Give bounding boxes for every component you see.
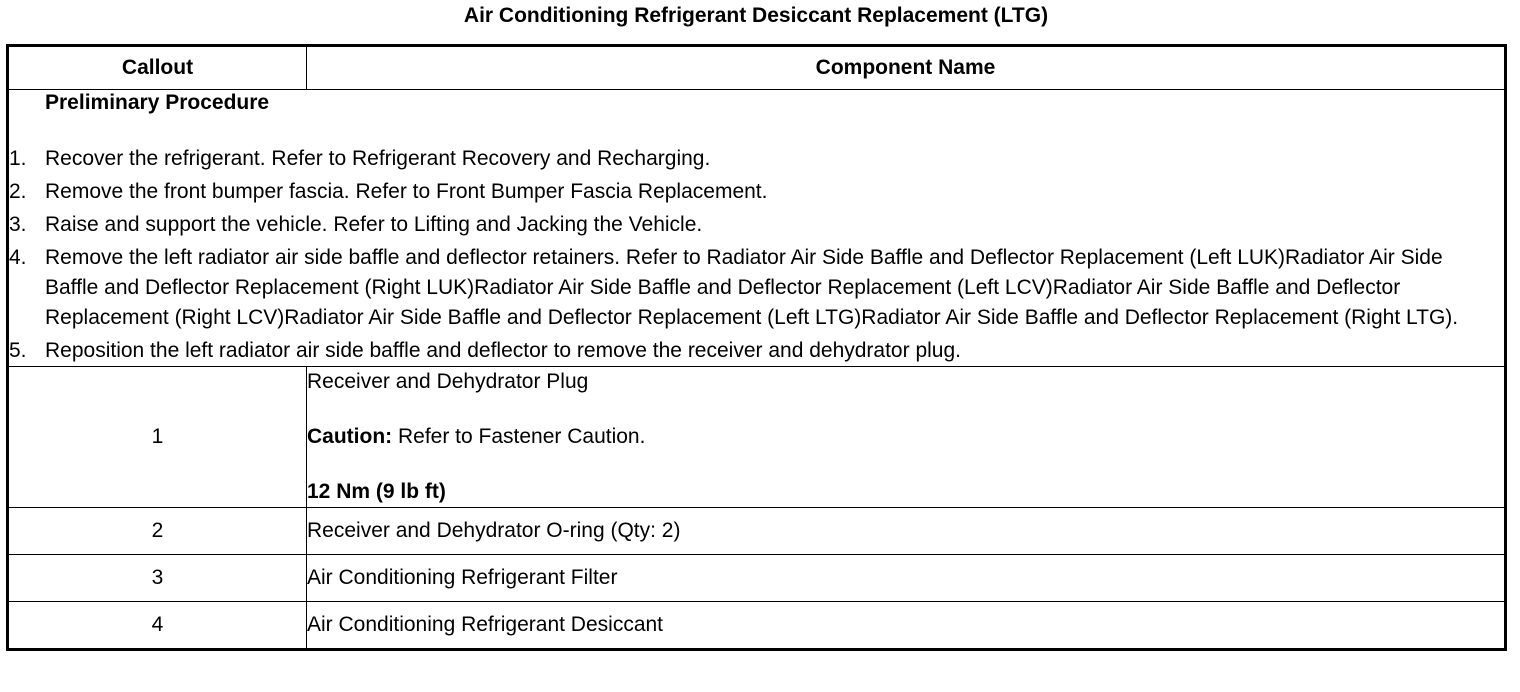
callout-cell: 4 bbox=[8, 602, 307, 650]
table-row bbox=[8, 508, 1506, 555]
callout-cell: 2 bbox=[8, 508, 307, 555]
component-name-cell: Air Conditioning Refrigerant Filter bbox=[307, 555, 1506, 602]
component-name-column-header: Component Name bbox=[307, 46, 1506, 90]
table-row bbox=[8, 367, 1506, 508]
page-title: Air Conditioning Refrigerant Desiccant Replacement (LTG) bbox=[463, 4, 1049, 27]
step-text: Remove the front bumper fascia. Refer to Front Bumper Fascia Replacement. bbox=[45, 180, 768, 203]
callout-column-header: Callout bbox=[8, 46, 307, 90]
caution-label: Caution: bbox=[307, 425, 393, 448]
caution-note bbox=[307, 422, 1504, 452]
step-number: 5. bbox=[9, 339, 27, 362]
step-text: Recover the refrigerant. Refer to Refrigerant Recovery and Recharging. bbox=[45, 147, 711, 170]
table-row bbox=[8, 602, 1506, 650]
list-item bbox=[9, 144, 1504, 174]
component-table bbox=[6, 44, 1507, 651]
step-text: Reposition the left radiator air side baffle and deflector to remove the receiver and dehydrator plug. bbox=[45, 339, 961, 362]
torque-spec: 12 Nm (9 lb ft) bbox=[307, 480, 446, 503]
list-item bbox=[9, 243, 1504, 333]
component-name-cell bbox=[307, 367, 1506, 508]
preliminary-steps-list bbox=[9, 144, 1504, 366]
list-item bbox=[9, 210, 1504, 240]
step-number: 4. bbox=[9, 246, 27, 269]
preliminary-procedure-heading: Preliminary Procedure bbox=[45, 91, 270, 114]
preliminary-procedure-cell bbox=[8, 90, 1506, 367]
list-item bbox=[9, 177, 1504, 207]
step-number: 3. bbox=[9, 213, 27, 236]
component-name-cell: Air Conditioning Refrigerant Desiccant bbox=[307, 602, 1506, 650]
list-item bbox=[9, 336, 1504, 366]
table-row bbox=[8, 555, 1506, 602]
callout-cell: 3 bbox=[8, 555, 307, 602]
component-name-cell: Receiver and Dehydrator O-ring (Qty: 2) bbox=[307, 508, 1506, 555]
preliminary-procedure-row bbox=[8, 90, 1506, 367]
step-number: 1. bbox=[9, 147, 27, 170]
step-text: Raise and support the vehicle. Refer to Lifting and Jacking the Vehicle. bbox=[45, 213, 703, 236]
caution-text: Refer to Fastener Caution. bbox=[392, 425, 646, 448]
component-name: Receiver and Dehydrator Plug bbox=[307, 370, 589, 393]
callout-cell: 1 bbox=[8, 367, 307, 508]
table-header-row bbox=[8, 46, 1506, 90]
step-text: Remove the left radiator air side baffle and deflector retainers. Refer to Radiator Air Side Baffle and Deflector Replacement (Left LUK)Radiator Air Side Baffle and Deflector Replacement (Right LUK)Radiator Air Side Baffle and Deflector Replacement (Left LCV)Radiator Air Side Baffle and Deflector Replacement (Right LCV)Radiator Air Side Baffle and Deflector Replacement (Left LTG)Radiator Air Side Baffle and Deflector Replacement (Right LTG). bbox=[45, 246, 1459, 329]
step-number: 2. bbox=[9, 180, 27, 203]
